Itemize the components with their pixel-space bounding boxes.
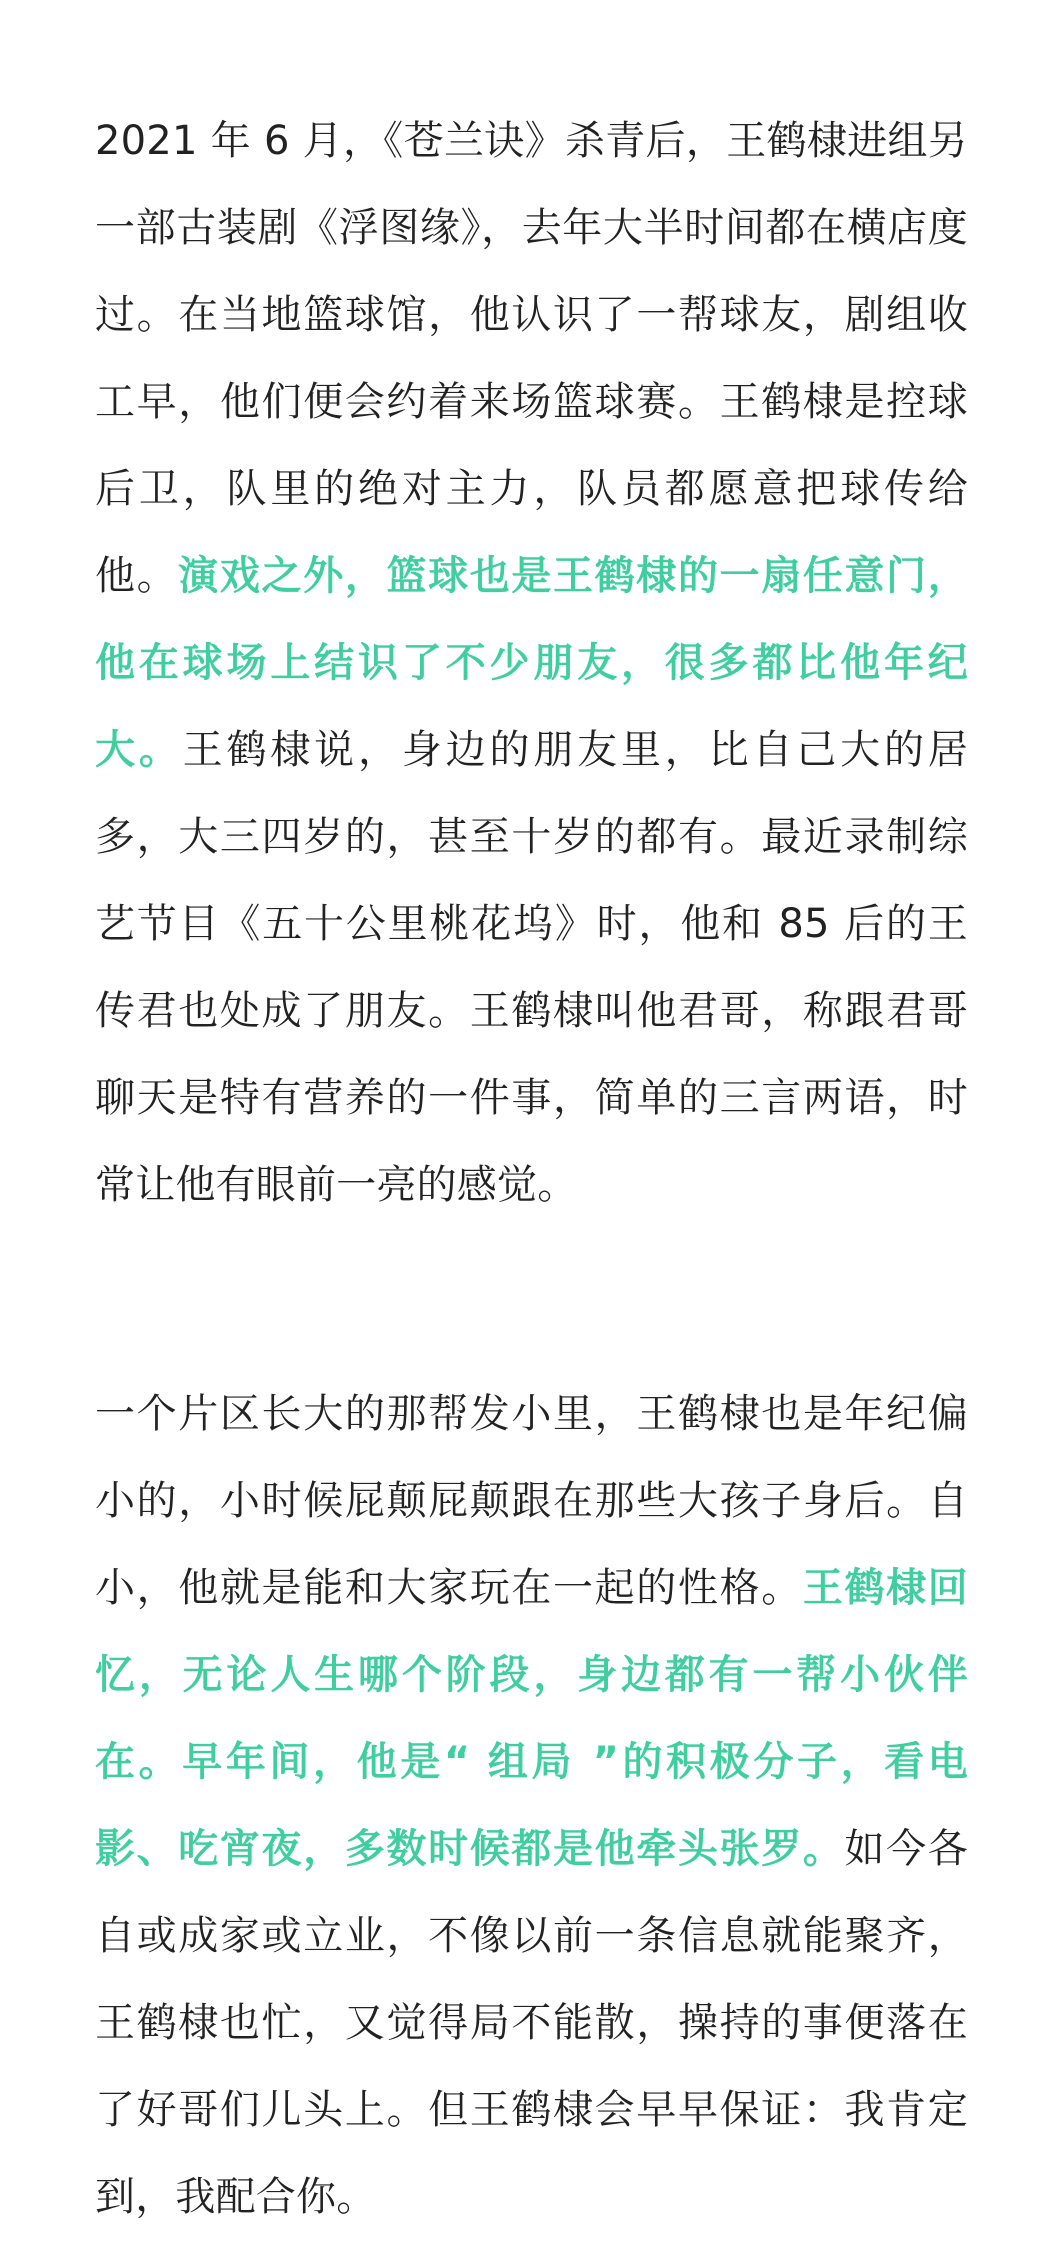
paragraph-2-highlight: 王鹤棣回忆，无论人生哪个阶段，身边都有一帮小伙伴在。早年间，他是“ 组局 ”的积极分子，看电影、吃宵夜，多数时候都是他牵头张罗。 <box>95 1565 968 1872</box>
paragraph-childhood-friends <box>95 1371 968 2241</box>
paragraph-2-text-continued: 如今各自或成家或立业，不像以前一条信息就能聚齐，王鹤棣也忙，又觉得局不能散，操持的事便落在了好哥们儿头上。但王鹤棣会早早保证：我肯定到，我配合你。 <box>95 1826 968 2220</box>
paragraph-2-text: 一个片区长大的那帮发小里，王鹤棣也是年纪偏小的，小时候屁颠屁颠跟在那些大孩子身后。自小，他就是能和大家玩在一起的性格。 <box>95 1391 968 1611</box>
paragraph-1-highlight: 演戏之外，篮球也是王鹤棣的一扇任意门，他在球场上结识了不少朋友，很多都比他年纪大。 <box>95 553 968 773</box>
paragraph-basketball <box>95 98 968 1229</box>
paragraph-1-text-continued: 王鹤棣说，身边的朋友里，比自己大的居多，大三四岁的，甚至十岁的都有。最近录制综艺节目《五十公里桃花坞》时，他和 85 后的王传君也处成了朋友。王鹤棣叫他君哥，称跟君哥聊天是特有营养的一件事，简单的三言两语，时常让他有眼前一亮的感觉。 <box>95 727 968 1208</box>
paragraph-1-text: 2021 年 6 月，《苍兰诀》杀青后，王鹤棣进组另一部古装剧《浮图缘》，去年大半时间都在横店度过。在当地篮球馆，他认识了一帮球友，剧组收工早，他们便会约着来场篮球赛。王鹤棣是控球后卫，队里的绝对主力，队员都愿意把球传给他。 <box>95 118 968 599</box>
article-body <box>95 98 968 2241</box>
